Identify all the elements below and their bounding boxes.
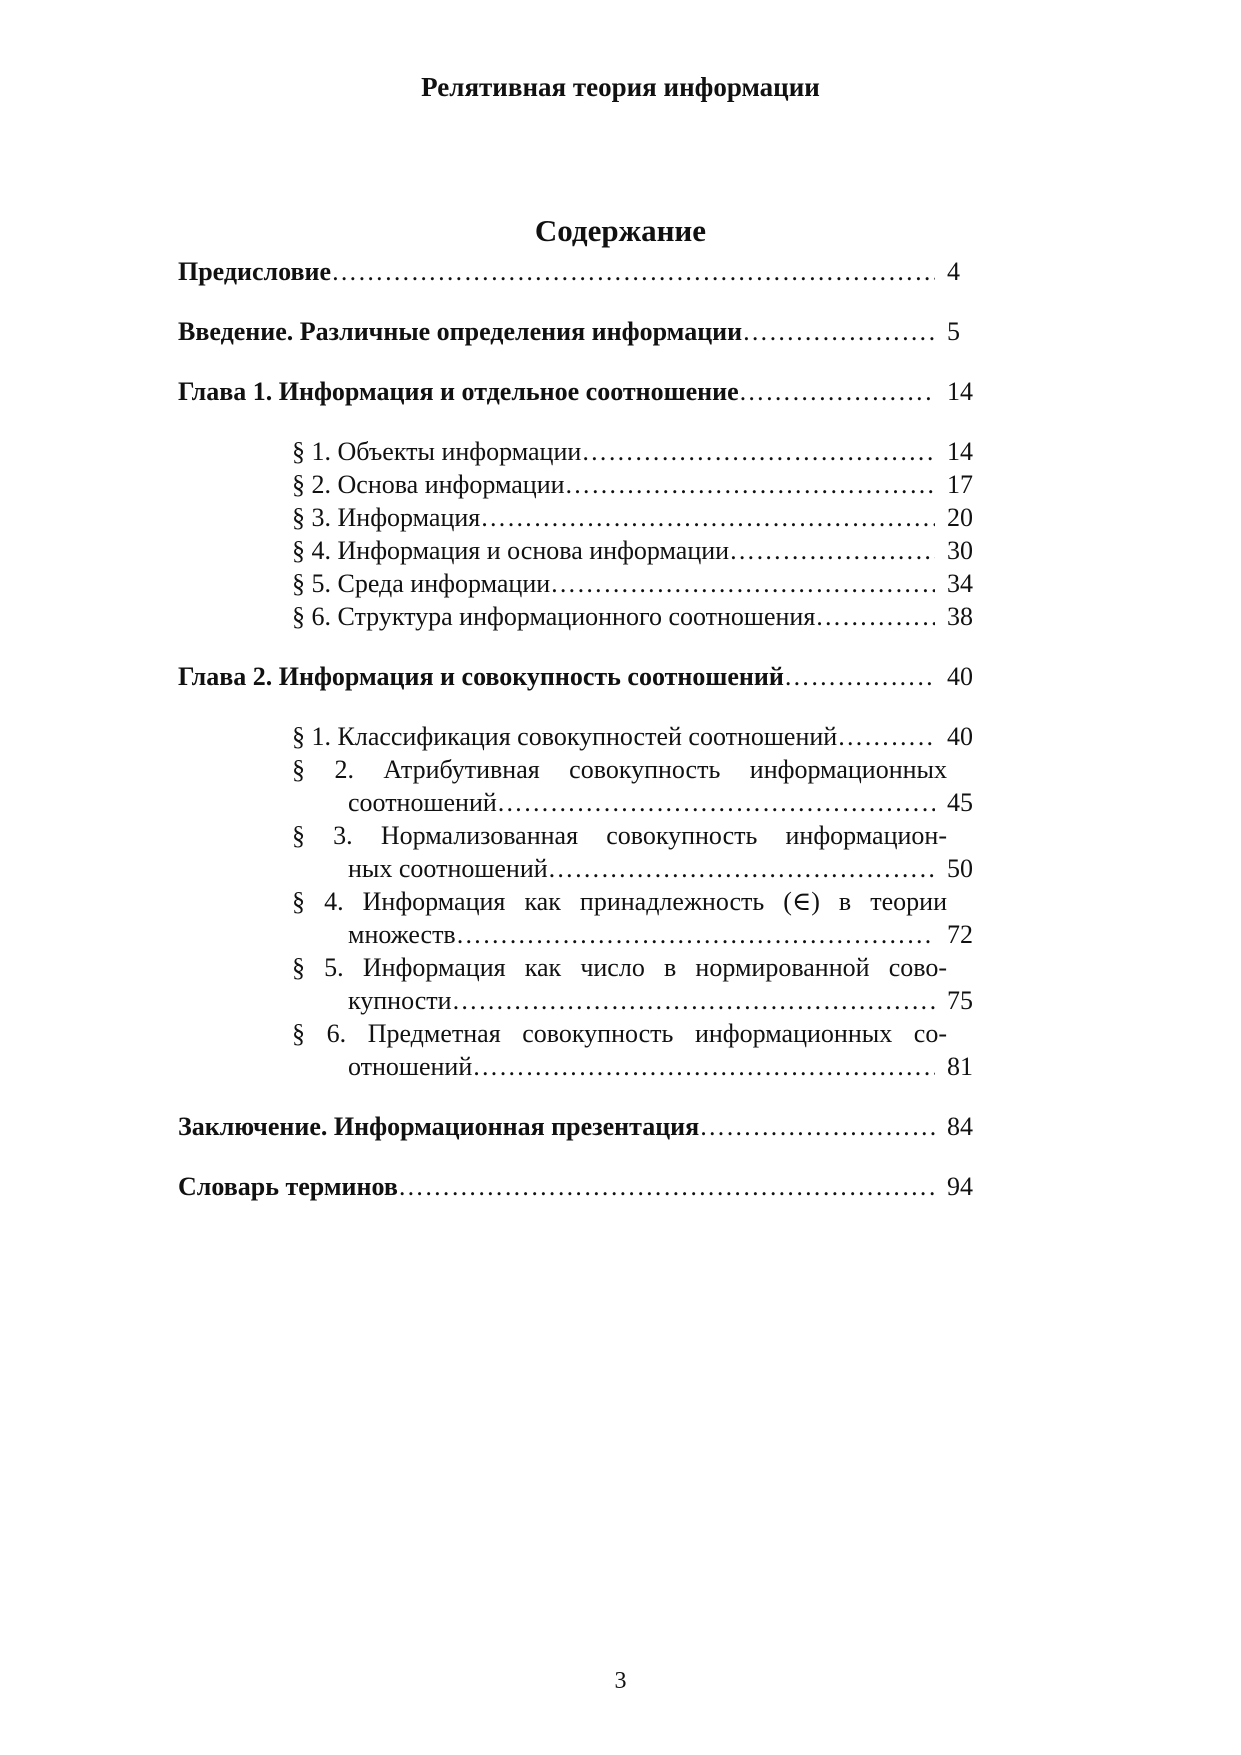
toc-page-number: 4 [947, 257, 960, 286]
toc-entry-ch1-section-1[interactable] [292, 436, 993, 467]
toc-leader-dots [565, 469, 935, 500]
toc-leader-dots [581, 436, 935, 467]
toc-leader-dots [837, 721, 935, 752]
toc-page-number: 50 [947, 854, 973, 883]
toc-page-number: 75 [947, 986, 973, 1015]
toc-leader-dots [742, 316, 935, 347]
toc-entry-label: отношений [348, 1052, 473, 1081]
running-header: Релятивная теория информации [421, 72, 820, 102]
toc-leader-dots [472, 1051, 935, 1082]
toc-entry-intro[interactable] [178, 316, 993, 347]
toc-page-number: 94 [947, 1172, 973, 1201]
toc-page-number: 30 [947, 536, 973, 565]
toc-entry-ch2-section-3[interactable] [348, 853, 993, 884]
toc-entry-conclusion[interactable] [178, 1111, 993, 1142]
toc-page-number: 45 [947, 788, 973, 817]
toc-entry-label: Глава 1. Информация и отдельное соотношение [178, 377, 739, 406]
toc-page-number: 84 [947, 1112, 973, 1141]
toc-leader-dots [729, 535, 935, 566]
toc-page-number: 20 [947, 503, 973, 532]
page-title: Содержание [534, 213, 707, 248]
toc-leader-dots [699, 1111, 935, 1142]
toc-leader-dots [456, 919, 935, 950]
toc-entry-label: Глава 2. Информация и совокупность соотношений [178, 662, 784, 691]
toc-entry-label: Предисловие [178, 257, 332, 286]
toc-page-number: 72 [947, 920, 973, 949]
page-number: 3 [614, 1668, 627, 1694]
toc-entry-label: Заключение. Информационная презентация [178, 1112, 700, 1141]
toc-entry-label: § 5. Среда информации [292, 569, 551, 598]
toc-entry-ch1-section-2[interactable] [292, 469, 993, 500]
toc-entry-label: Словарь терминов [178, 1172, 398, 1201]
toc-leader-dots [331, 256, 935, 287]
toc-leader-dots [548, 853, 935, 884]
toc-entry-label: § 4. Информация и основа информации [292, 536, 730, 565]
toc-entry-ch2-section-4[interactable] [348, 919, 993, 950]
toc-entry-label: § 1. Классификация совокупностей соотношений [292, 722, 838, 751]
toc-entry-ch2-section-2-line1[interactable]: § 2. Атрибутивная совокупность информационных [292, 755, 947, 784]
toc-page-number: 14 [947, 377, 973, 406]
toc-page-number: 34 [947, 569, 973, 598]
toc-entry-chapter-2[interactable] [178, 661, 993, 692]
toc-leader-dots [480, 502, 935, 533]
toc-entry-ch1-section-5[interactable] [292, 568, 993, 599]
toc-entry-ch2-section-2[interactable] [348, 787, 993, 818]
toc-page-number: 14 [947, 437, 973, 466]
toc-page-number: 17 [947, 470, 973, 499]
toc-entry-chapter-1[interactable] [178, 376, 993, 407]
toc-entry-ch2-section-6[interactable] [348, 1051, 993, 1082]
toc-entry-label: множеств [348, 920, 456, 949]
toc-entry-ch2-section-3-line1[interactable]: § 3. Нормализованная совокупность информацион- [292, 821, 947, 850]
toc-leader-dots [398, 1171, 935, 1202]
toc-entry-ch1-section-4[interactable] [292, 535, 993, 566]
toc-leader-dots [815, 601, 935, 632]
toc-entry-label: Введение. Различные определения информации [178, 317, 743, 346]
toc-entry-label: ных соотношений [348, 854, 548, 883]
toc-entry-preface[interactable] [178, 256, 993, 287]
toc-entry-label: § 1. Объекты информации [292, 437, 582, 466]
toc-entry-label: § 2. Основа информации [292, 470, 565, 499]
toc-entry-label: соотношений [348, 788, 497, 817]
toc-entry-ch2-section-5-line1[interactable]: § 5. Информация как число в нормированной сово- [292, 953, 947, 982]
toc-page-number: 40 [947, 722, 973, 751]
toc-page-number: 81 [947, 1052, 973, 1081]
toc-entry-label: купности [348, 986, 452, 1015]
toc-entry-glossary[interactable] [178, 1171, 993, 1202]
toc-page-number: 40 [947, 662, 973, 691]
toc-entry-ch2-section-4-line1[interactable]: § 4. Информация как принадлежность (∈) в теории [292, 887, 947, 916]
toc-entry-ch2-section-5[interactable] [348, 985, 993, 1016]
toc-entry-ch2-section-6-line1[interactable]: § 6. Предметная совокупность информационных со- [292, 1019, 947, 1048]
toc-entry-ch1-section-6[interactable] [292, 601, 993, 632]
toc-entry-label: § 3. Информация [292, 503, 481, 532]
toc-leader-dots [784, 661, 935, 692]
toc-entry-ch1-section-3[interactable] [292, 502, 993, 533]
toc-leader-dots [739, 376, 935, 407]
toc-leader-dots [497, 787, 935, 818]
toc-leader-dots [550, 568, 935, 599]
toc-entry-ch2-section-1[interactable] [292, 721, 993, 752]
toc-page-number: 38 [947, 602, 973, 631]
toc-page-number: 5 [947, 317, 960, 346]
toc-entry-label: § 6. Структура информационного соотношения [292, 602, 816, 631]
toc-leader-dots [452, 985, 935, 1016]
